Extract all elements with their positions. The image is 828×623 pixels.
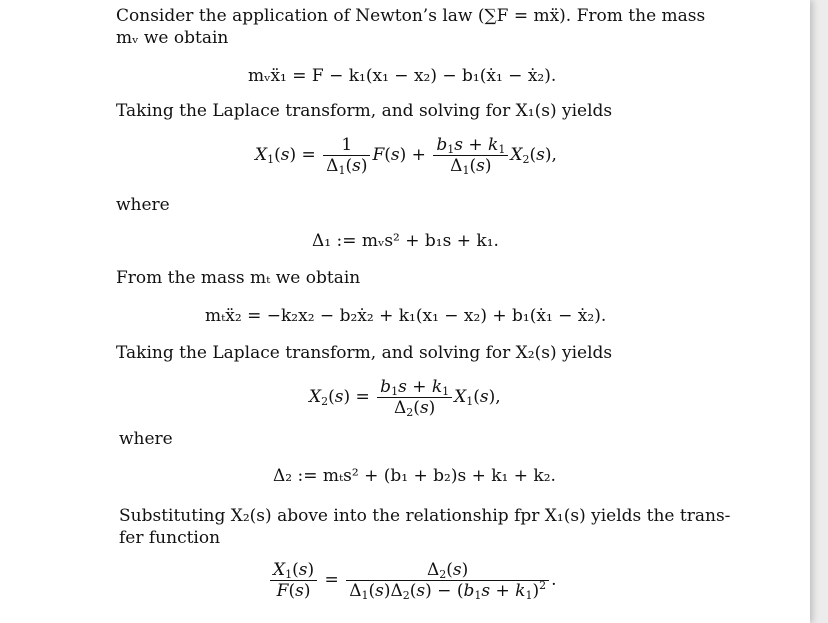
fraction-b1s-k1-over-delta1: $\frac{b_1s + k_1}{\Delta_1(s)}$: [433, 135, 508, 176]
paragraph-laplace-x2: Taking the Laplace transform, and solving for X₂(s) yields: [116, 343, 613, 363]
label-where-2: where: [119, 429, 173, 449]
paragraph-substitution-line1: Substituting X₂(s) above into the relationship fpr X₁(s) yields the trans-: [119, 506, 731, 526]
paragraph-newton-intro-line1: Consider the application of Newton’s law (∑F = mẍ). From the mass: [116, 6, 706, 26]
equation-mass-v-motion: mᵥẍ₁ = F − k₁(x₁ − x₂) − b₁(ẋ₁ − ẋ₂).: [248, 66, 557, 86]
equation-x1-solution: $X_1(s)$ = $\frac{1}{\Delta_1(s)}$ F(s) + $\frac{b_1s + k_1}{\Delta_1(s)}$ $X_2(s)$,: [255, 135, 557, 177]
paragraph-mass-t: From the mass mₜ we obtain: [116, 268, 361, 288]
fraction-1-over-delta1: $\frac{1}{\Delta_1(s)}$: [323, 135, 370, 176]
equation-mass-t-motion: mₜẍ₂ = −k₂x₂ − b₂ẋ₂ + k₁(x₁ − x₂) + b₁(ẋ₁ − ẋ₂).: [205, 306, 607, 326]
equation-transfer-function: $\frac{X_1(s)}{F(s)}$ = $\frac{\Delta_2(s)}{\Delta_1(s)\Delta_2(s) - (b_1s + k_1)^2}$ .: [268, 560, 557, 601]
fraction-transfer-rhs: $\frac{\Delta_2(s)}{\Delta_1(s)\Delta_2(s) - (b_1s + k_1)^2}$: [346, 560, 549, 601]
label-where-1: where: [116, 195, 170, 215]
equation-delta2-definition: Δ₂ := mₜs² + (b₁ + b₂)s + k₁ + k₂.: [273, 466, 556, 486]
fraction-x1-over-f: $\frac{X_1(s)}{F(s)}$: [270, 560, 317, 601]
equation-delta1-definition: Δ₁ := mᵥs² + b₁s + k₁.: [312, 231, 499, 251]
paragraph-laplace-x1: Taking the Laplace transform, and solving for X₁(s) yields: [116, 101, 613, 121]
fraction-b1s-k1-over-delta2: $\frac{b_1s + k_1}{\Delta_2(s)}$: [377, 377, 452, 418]
paragraph-newton-intro-line2: mᵥ we obtain: [116, 28, 229, 48]
paragraph-substitution-line2: fer function: [119, 528, 221, 548]
equation-x2-solution: $X_2(s)$ = $\frac{b_1s + k_1}{\Delta_2(s)}$ $X_1(s)$,: [309, 377, 501, 419]
